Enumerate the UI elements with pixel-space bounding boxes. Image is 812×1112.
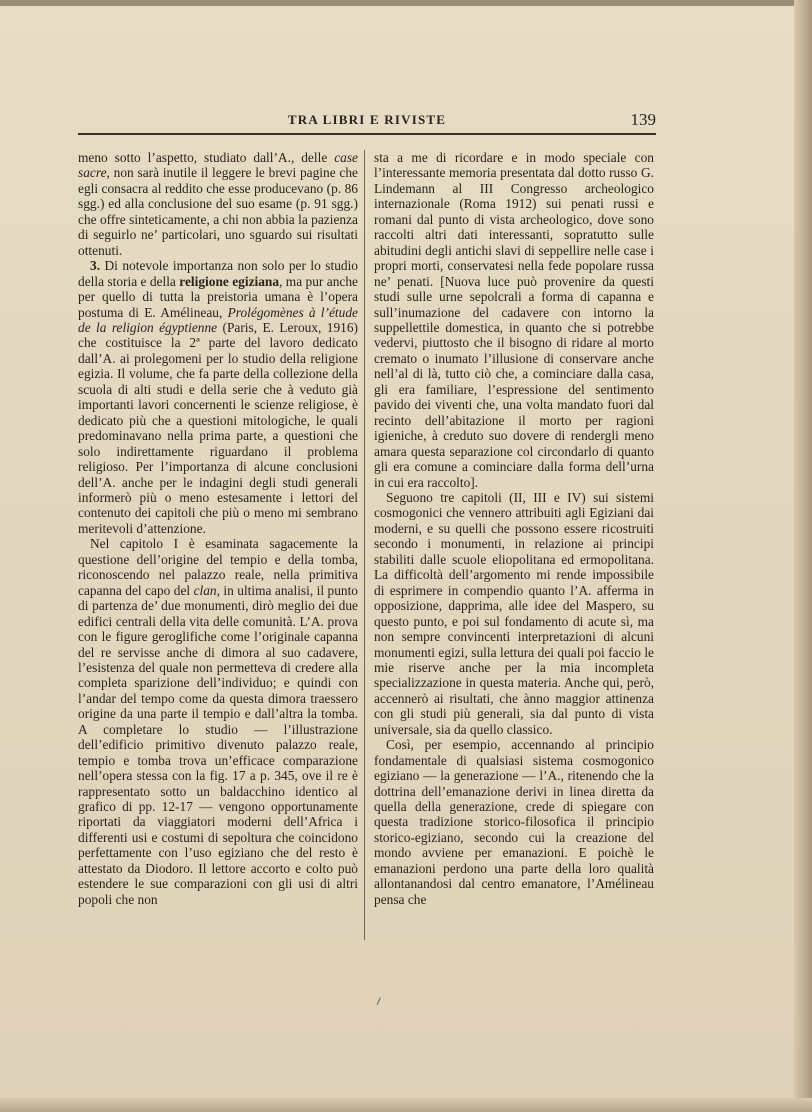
text-run: (Paris, E. Leroux, 1916) che costituisce la 2ª parte del lavoro dedicato dall’A. ai prolegomeni per lo studio della religione egizia. Il volume, che fa parte della collezione della scuola di alti studi e della serie che à veduto già importanti lavori concernenti le scienze religiose, è dedicato più che a questioni mitologiche, le quali predominavano nella prima parte, a questioni che solo indirettamente riguardano il problema religioso. Per l’importanza di alcune conclusioni dell’A. anche per le indagini degli studi generali informerò più o meno estesamente i lettori del contenuto dei capitoli che più o meno mi sembrano meritevoli d’attenzione. bbox=[78, 319, 359, 536]
right-paragraph-3: Così, per esempio, accennando al principio fondamentale di qualsiasi sistema cosmogonico egiziano — la generazione — l’A., ritenendo che la dottrina dell’emanazione derivi in linea diretta da quella della generazione, crede di spiegare con questa tradizione storico-filosofica il principio storico-egiziano, secondo cui la creazione del mondo avviene per emanazioni. E poichè le emanazioni perdono una parte della loro qualità allontanandosi dal centro emanatore, l’Amélineau pensa che bbox=[374, 737, 654, 907]
left-column bbox=[78, 150, 358, 907]
left-paragraph-1 bbox=[78, 150, 358, 258]
header-rule bbox=[78, 133, 656, 135]
book-title: Prolégomènes à l’étude de la religion égyptienne bbox=[78, 304, 358, 335]
right-paragraph-1: sta a me di ricordare e in modo speciale con l’interessante memoria presentata dal dotto russo G. Lindemann al III Congresso archeologico internazionale (Roma 1912) sui penati russi e romani dal punto di vista archeologico, dove sono raccolti altri dati interessanti, sopratutto sulle abitudini degli antichi slavi di seppellire nelle case i propri morti, conservatesi nella fede popolare russa ne’ penati. [Nuova luce può provenire da questi studi sulle urne sepolcrali a forma di capanna e sull’inumazione del cadavere con intorno la suppellettile domestica, in quanto che si potrebbe vedervi, piuttosto che il bisogno di ridare al morto cremato o inumato l’illusione di conservare anche nell’al di là, tutto ciò che, a cominciare dalla casa, gli era familiare, l’espressione del sentimento pavido dei viventi che, una volta mandato fuori dal recinto dell’abitazione il morto per ragioni igieniche, à creduto suo dovere di rendergli meno amara questa separazione col circondarlo di quanto gli era comune a cominciare dalla forma dell’urna in cui era raccolto]. bbox=[374, 150, 654, 490]
page-bottom-edge bbox=[0, 1098, 812, 1112]
right-paragraph-2: Seguono tre capitoli (II, III e IV) sui sistemi cosmogonici che vennero attribuiti agli Egiziani dai moderni, e su quelli che possono essere ricostruiti secondo i monumenti, in relazione ai principi stabiliti dalle scuole eliopolitana ed ermopolitana. La difficoltà dell’argomento mi rende impossibile di esprimere in compendio quanto l’A. afferma in opposizione, dapprima, alle idee del Maspero, su questo punto, e poi sul fondamento di acute sì, ma non sempre convincenti interpretazioni di alcuni monumenti egizi, sulla lettura dei quali poi faccio le mie riserve anche per la mia incompleta specializzazione in questa materia. Anche qui, però, accennerò ai risultati, che ànno maggior attinenza con gli studi più generali, sia dal punto di vista universale, sia da quello classico. bbox=[374, 489, 654, 737]
left-paragraph-3 bbox=[78, 536, 358, 907]
text-run: Di notevole importanza non solo per lo studio della storia e della bbox=[78, 258, 358, 289]
left-paragraph-2 bbox=[78, 258, 358, 536]
bold-term: religione egiziana bbox=[179, 273, 280, 289]
text-run: , in ultima analisi, il punto di partenza de’ due monumenti, dirò meglio dei due edifici centrali della vita delle comunità. L’A. prova con le figure geroglifiche come l’originale capanna del re servisse anche di dimora al suo cadavere, l’esistenza del quale non permetteva di credere alla completa sparizione dell’individuo; e quindi con l’andar del tempo come da questa dimora traessero origine da una parte il tempio e dall’altra la tomba. A completare lo studio — l’illustrazione dell’edificio primitivo divenuto palazzo reale, tempio e tomba trova un’efficace comparazione nell’opera stessa con la fig. 17 a p. 345, ove il re è rappresentato sotto un baldacchino identico al grafico di pp. 12-17 — vengono opportunamente riportati da viaggiatori moderni dell’Africa i differenti usi e costumi di sepoltura che coincidono perfettamente con l’uso egiziano che del resto è attestato da Diodoro. Il lettore accorto e colto può estendere le sue comparazioni con gli usi di altri popoli che non bbox=[78, 582, 359, 907]
column-divider bbox=[364, 150, 365, 940]
right-column bbox=[374, 150, 654, 907]
text-run: meno sotto l’aspetto, studiato dall’A., delle bbox=[78, 150, 335, 165]
running-head: TRA LIBRI E RIVISTE bbox=[287, 112, 447, 127]
page-header bbox=[78, 112, 656, 132]
page-top-edge bbox=[0, 0, 812, 6]
text-run: Nel capitolo I è esaminata sagacemente la questione dell’origine del tempio e della tomba, riconoscendo nel palazzo reale, nella primitiva capanna del capo del bbox=[78, 536, 358, 598]
italic-term: clan bbox=[193, 582, 217, 598]
page-right-edge bbox=[794, 0, 812, 1112]
text-run: , ma pur anche per quello di tutta la preistoria umana è l’opera postuma di E. Amélineau, bbox=[78, 273, 358, 320]
text-run: , non sarà inutile il leggere le brevi pagine che egli consacra al reddito che esse producevano (p. 86 sgg.) ed alla conclusione del suo esame (p. 91 sgg.) che offre sinteticamente, a chi non abbia la pazienza di seguirlo ne’ particolari, uno sguardo sui risultati ottenuti. bbox=[78, 165, 358, 258]
page-number: 139 bbox=[630, 110, 656, 129]
italic-term: case sacre bbox=[78, 150, 358, 181]
section-number: 3. bbox=[90, 258, 101, 274]
